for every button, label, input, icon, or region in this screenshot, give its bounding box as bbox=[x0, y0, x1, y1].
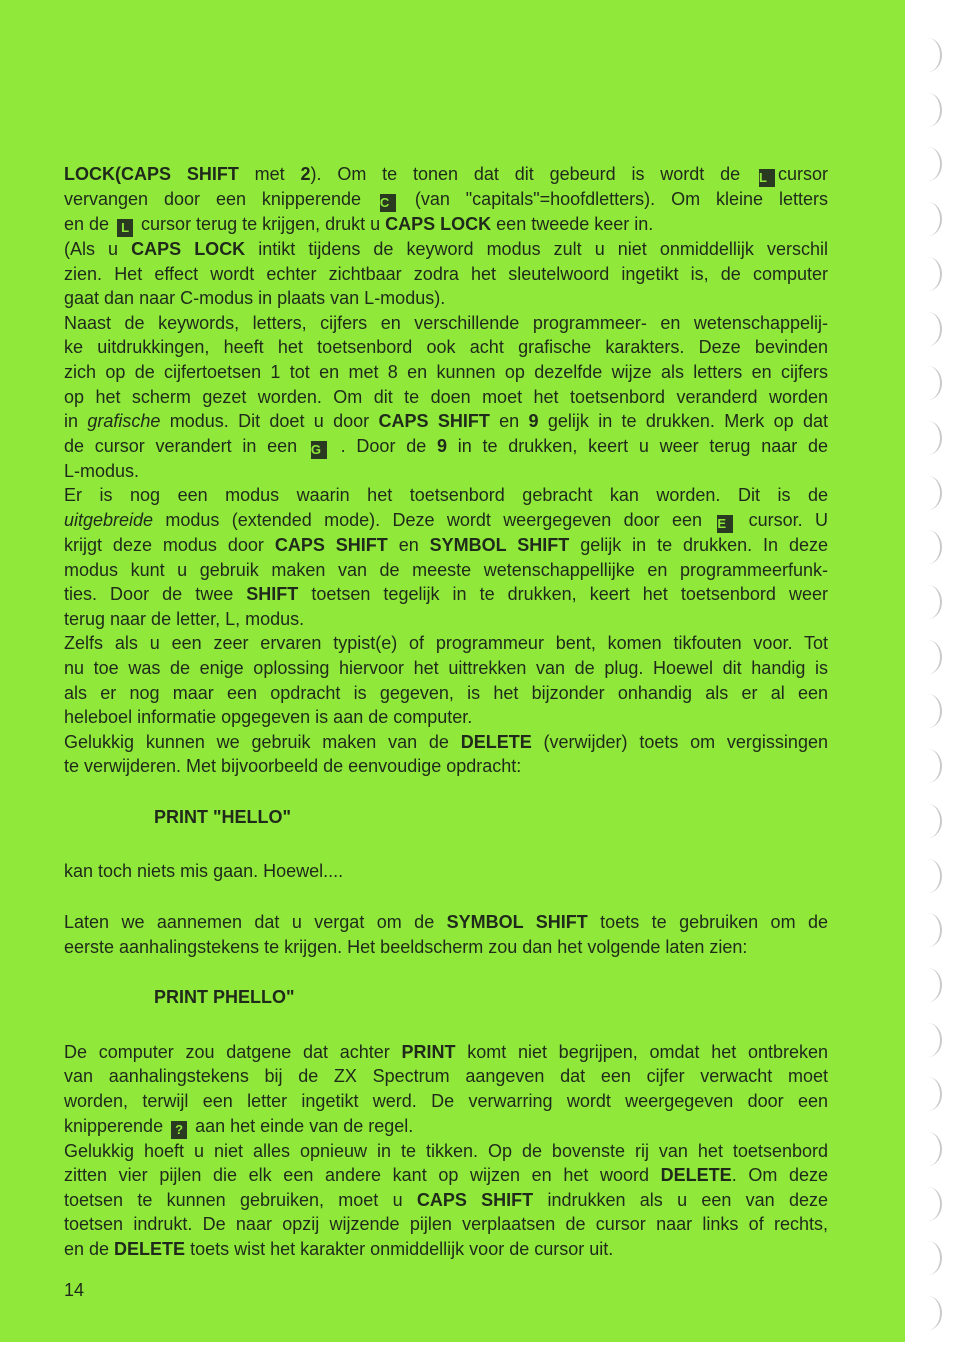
text-line: en de DELETE toets wist het karakter onmiddellijk voor de cursor uit. bbox=[64, 1239, 614, 1259]
paragraph-keyword-mode bbox=[64, 237, 828, 311]
paragraph-symbol-shift bbox=[64, 910, 828, 959]
text-line: te verwijderen. Met bijvoorbeeld de eenvoudige opdracht: bbox=[64, 756, 522, 777]
l-cursor-icon: L bbox=[759, 169, 775, 187]
text-line: en de L cursor terug te krijgen, drukt u CAPS LOCK een tweede keer in. bbox=[64, 214, 654, 235]
paragraph-extended-mode bbox=[64, 483, 828, 631]
text-line: nu toe was de enige oplossing hiervoor het uittrekken van de plug. Hoewel dit handig is bbox=[64, 657, 828, 678]
paragraph-caps-lock bbox=[64, 162, 828, 237]
paragraph-syntax-error bbox=[64, 1040, 828, 1139]
text-line: de cursor verandert in een G . Door de 9 in te drukken, keert u weer terug naar de bbox=[64, 435, 828, 457]
text-line: eerste aanhalingstekens te krijgen. Het beeldscherm zou dan het volgende laten zien: bbox=[64, 936, 748, 957]
paragraph-arrow-keys bbox=[64, 1139, 828, 1262]
binding-hole bbox=[914, 530, 942, 564]
binding-hole bbox=[914, 640, 942, 674]
text-line: Gelukkig hoeft u niet alles opnieuw in te tikken. Op de bovenste rij van het toetsenbord bbox=[64, 1140, 828, 1161]
text-line: kan toch niets mis gaan. Hoewel.... bbox=[64, 861, 344, 882]
text-line: krijgt deze modus door CAPS SHIFT en SYMBOL SHIFT gelijk in te drukken. In deze bbox=[64, 534, 828, 555]
body-text bbox=[64, 162, 828, 1262]
binding-hole bbox=[914, 1132, 942, 1166]
text-line: op het scherm gezet worden. Om dit te doen moet het toetsenbord veranderd worden bbox=[64, 386, 828, 407]
binding-hole bbox=[914, 421, 942, 455]
binding-hole bbox=[914, 38, 942, 72]
text-line: zich op de cijfertoetsen 1 tot en met 8 en kunnen op dezelfde wijze als letters en cijfers bbox=[64, 361, 828, 382]
text-line: terug naar de letter, L, modus. bbox=[64, 608, 305, 629]
text-line: toetsen indrukt. De naar opzij wijzende pijlen verplaatsen de cursor naar links of rechts, bbox=[64, 1214, 828, 1235]
binding-hole bbox=[914, 312, 942, 346]
text-line: toetsen te kunnen gebruiken, moet u CAPS SHIFT indrukken als u een van deze bbox=[64, 1189, 828, 1210]
paragraph-delete-key bbox=[64, 730, 828, 779]
binding-hole bbox=[914, 749, 942, 783]
code-example: PRINT PHELLO" bbox=[154, 987, 295, 1008]
text-line: als er nog maar een opdracht is gegeven, is het bijzonder onhandig als er al een bbox=[64, 682, 828, 703]
text-line: LOCK(CAPS SHIFT met 2). Om te tonen dat dit gebeurd is wordt de L cursor bbox=[64, 164, 828, 185]
text-line: zitten vier pijlen die elk een andere kant op wijzen en het woord DELETE. Om deze bbox=[64, 1165, 829, 1186]
text-line: ties. Door de twee SHIFT toetsen tegelijk in te drukken, keert het toetsenbord weer bbox=[64, 584, 828, 605]
binding-hole bbox=[914, 1241, 942, 1275]
text-line: Zelfs als u een zeer ervaren typist(e) of programmeur bent, komen tikfouten voor. Tot bbox=[64, 633, 828, 654]
l-cursor-icon: L bbox=[117, 219, 133, 237]
paragraph-typing-errors bbox=[64, 631, 828, 729]
binding-hole bbox=[914, 859, 942, 893]
text-line: uitgebreide modus (extended mode). Deze wordt weergegeven door een E cursor. U bbox=[64, 509, 828, 531]
text-line: in grafische modus. Dit doet u door CAPS SHIFT en 9 gelijk in te drukken. Merk op dat bbox=[64, 411, 828, 432]
text-line: heleboel informatie opgegeven is aan de computer. bbox=[64, 707, 473, 728]
e-cursor-icon: E bbox=[717, 515, 733, 533]
paragraph-however bbox=[64, 859, 828, 884]
text-line: zien. Het effect wordt echter zichtbaar zodra het sleutelwoord ingetikt is, de computer bbox=[64, 263, 828, 284]
binding-hole bbox=[914, 968, 942, 1002]
c-cursor-icon: C bbox=[380, 194, 396, 212]
binding-hole bbox=[914, 1296, 942, 1330]
binding-hole bbox=[914, 147, 942, 181]
binding-hole bbox=[914, 366, 942, 400]
binding-hole bbox=[914, 694, 942, 728]
text-line: knipperende ? aan het einde van de regel. bbox=[64, 1115, 414, 1137]
text-line: L-modus. bbox=[64, 460, 140, 481]
binding-hole bbox=[914, 585, 942, 619]
text-line: gaat dan naar C-modus in plaats van L-modus). bbox=[64, 288, 446, 309]
binding-hole bbox=[914, 1187, 942, 1221]
text-line: modus kunt u gebruik maken van de meeste wetenschappellijke en programmeerfunk- bbox=[64, 559, 828, 580]
g-cursor-icon: G bbox=[311, 441, 327, 459]
text-line: Er is nog een modus waarin het toetsenbord gebracht kan worden. Dit is de bbox=[64, 485, 828, 506]
text-line: worden, terwijl een letter ingetikt werd. De verwarring wordt weergegeven door een bbox=[64, 1091, 828, 1112]
binding-hole bbox=[914, 202, 942, 236]
code-example: PRINT "HELLO" bbox=[154, 806, 292, 827]
text-line: (Als u CAPS LOCK intikt tijdens de keyword modus zult u niet onmiddellijk verschil bbox=[64, 239, 828, 259]
binding-hole bbox=[914, 476, 942, 510]
text-line: Gelukkig kunnen we gebruik maken van de DELETE (verwijder) toets om vergissingen bbox=[64, 731, 828, 752]
binding-hole bbox=[914, 257, 942, 291]
question-cursor-icon: ? bbox=[171, 1121, 187, 1139]
binding-hole bbox=[914, 1023, 942, 1057]
text-line: Naast de keywords, letters, cijfers en verschillende programmeer- en wetenschappelij- bbox=[64, 312, 828, 333]
text-line: van aanhalingstekens bij de ZX Spectrum aangeven dat een cijfer verwacht moet bbox=[64, 1066, 828, 1087]
binding-hole bbox=[914, 1077, 942, 1111]
text-line: vervangen door een knipperende C (van "capitals"=hoofdletters). Om kleine letters bbox=[64, 189, 828, 210]
binding-hole bbox=[914, 93, 942, 127]
text-line: De computer zou datgene dat achter PRINT komt niet begrijpen, omdat het ontbreken bbox=[64, 1041, 829, 1062]
text-line: Laten we aannemen dat u vergat om de SYMBOL SHIFT toets te gebruiken om de bbox=[64, 912, 829, 933]
text-line: ke uitdrukkingen, heeft het toetsenbord ook acht grafische karakters. Deze bevinden bbox=[64, 337, 828, 358]
page-number: 14 bbox=[64, 1280, 85, 1300]
binding-hole bbox=[914, 913, 942, 947]
binding-hole bbox=[914, 804, 942, 838]
paragraph-graphics-mode bbox=[64, 311, 828, 484]
